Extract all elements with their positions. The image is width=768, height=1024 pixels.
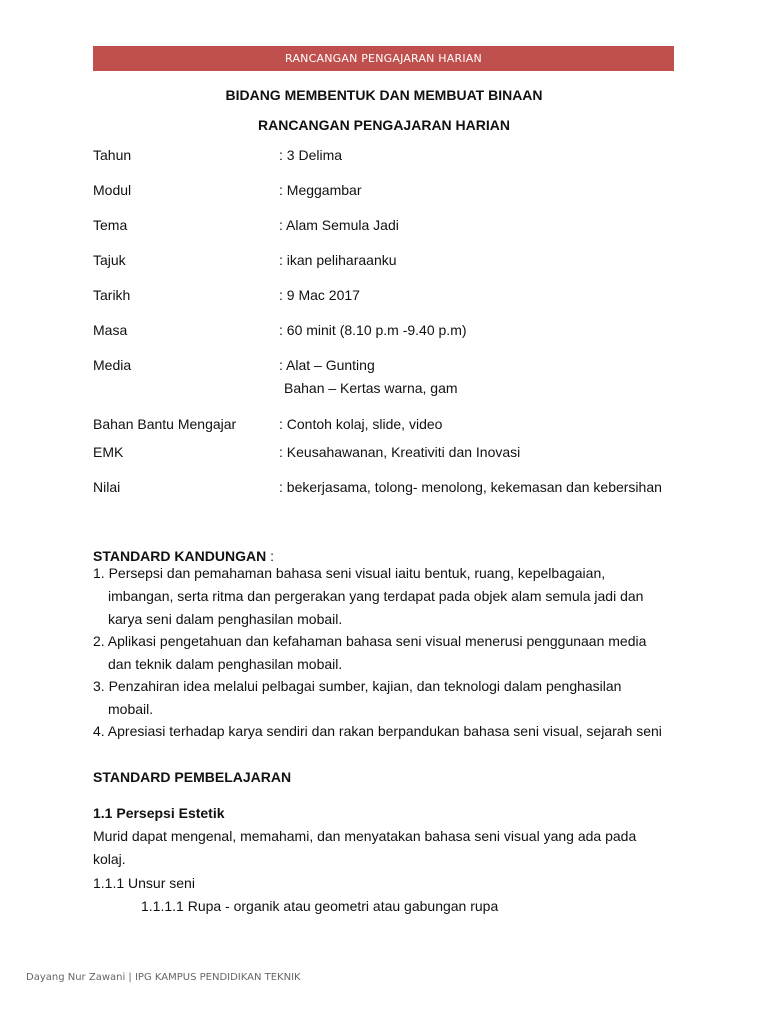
kandungan-line: dan teknik dalam penghasilan mobail. [108,656,343,672]
info-label-tema: Tema [93,217,128,233]
kandungan-line: karya seni dalam penghasilan mobail. [108,611,343,627]
info-label-media: Media [93,357,132,373]
info-value-tema: : Alam Semula Jadi [279,217,399,233]
kandungan-line: 4. Apresiasi terhadap karya sendiri dan rakan berpandukan bahasa seni visual, sejarah seni [93,723,662,739]
standard-kandungan-heading [93,548,274,564]
standard-kandungan-heading-text: STANDARD KANDUNGAN [93,548,267,564]
pembelajaran-line: 1.1.1.1 Rupa - organik atau geometri atau gabungan rupa [141,898,499,914]
info-value-emk: : Keusahawanan, Kreativiti dan Inovasi [279,444,521,460]
main-title: BIDANG MEMBENTUK DAN MEMBUAT BINAAN [225,87,543,103]
info-value-bbm: : Contoh kolaj, slide, video [279,416,443,432]
info-value-media: : Alat – Gunting [279,357,375,373]
info-label-nilai: Nilai [93,479,121,495]
info-label-modul: Modul [93,182,132,198]
standard-pembelajaran-heading: STANDARD PEMBELAJARAN [93,769,292,785]
info-label-masa: Masa [93,322,128,338]
kandungan-line: 2. Aplikasi pengetahuan dan kefahaman bahasa seni visual menerusi penggunaan media [93,633,647,649]
info-value-tahun: : 3 Delima [279,147,343,163]
sub-title: RANCANGAN PENGAJARAN HARIAN [257,117,510,133]
kandungan-line: imbangan, serta ritma dan pergerakan yang terdapat pada objek alam semula jadi dan [108,588,644,604]
info-label-bbm: Bahan Bantu Mengajar [93,416,237,432]
kandungan-line: 1. Persepsi dan pemahaman bahasa seni visual iaitu bentuk, ruang, kepelbagaian, [93,565,606,581]
pembelajaran-line: Murid dapat mengenal, memahami, dan menyatakan bahasa seni visual yang ada pada [93,828,637,844]
info-label-emk: EMK [93,444,124,460]
pembelajaran-line: 1.1.1 Unsur seni [93,875,195,891]
persepsi-estetik-heading: 1.1 Persepsi Estetik [93,805,225,821]
pembelajaran-line: kolaj. [93,851,126,867]
info-value-nilai: : bekerjasama, tolong- menolong, kekemasan dan kebersihan [279,479,662,495]
info-value-modul: : Meggambar [279,182,362,198]
info-label-tajuk: Tajuk [93,252,126,268]
info-label-tarikh: Tarikh [93,287,131,303]
header-banner: RANCANGAN PENGAJARAN HARIAN [93,46,674,71]
info-value-masa: : 60 minit (8.10 p.m -9.40 p.m) [279,322,467,338]
standard-kandungan-colon: : [266,548,274,564]
info-label-tahun: Tahun [93,147,132,163]
page-footer: Dayang Nur Zawani | IPG KAMPUS PENDIDIKAN TEKNIK [26,972,301,983]
info-value-media-bahan: Bahan – Kertas warna, gam [284,380,458,396]
kandungan-line: 3. Penzahiran idea melalui pelbagai sumber, kajian, dan teknologi dalam penghasilan [93,678,622,694]
info-value-tajuk: : ikan peliharaanku [279,252,397,268]
kandungan-line: mobail. [108,701,154,717]
info-value-tarikh: : 9 Mac 2017 [279,287,360,303]
